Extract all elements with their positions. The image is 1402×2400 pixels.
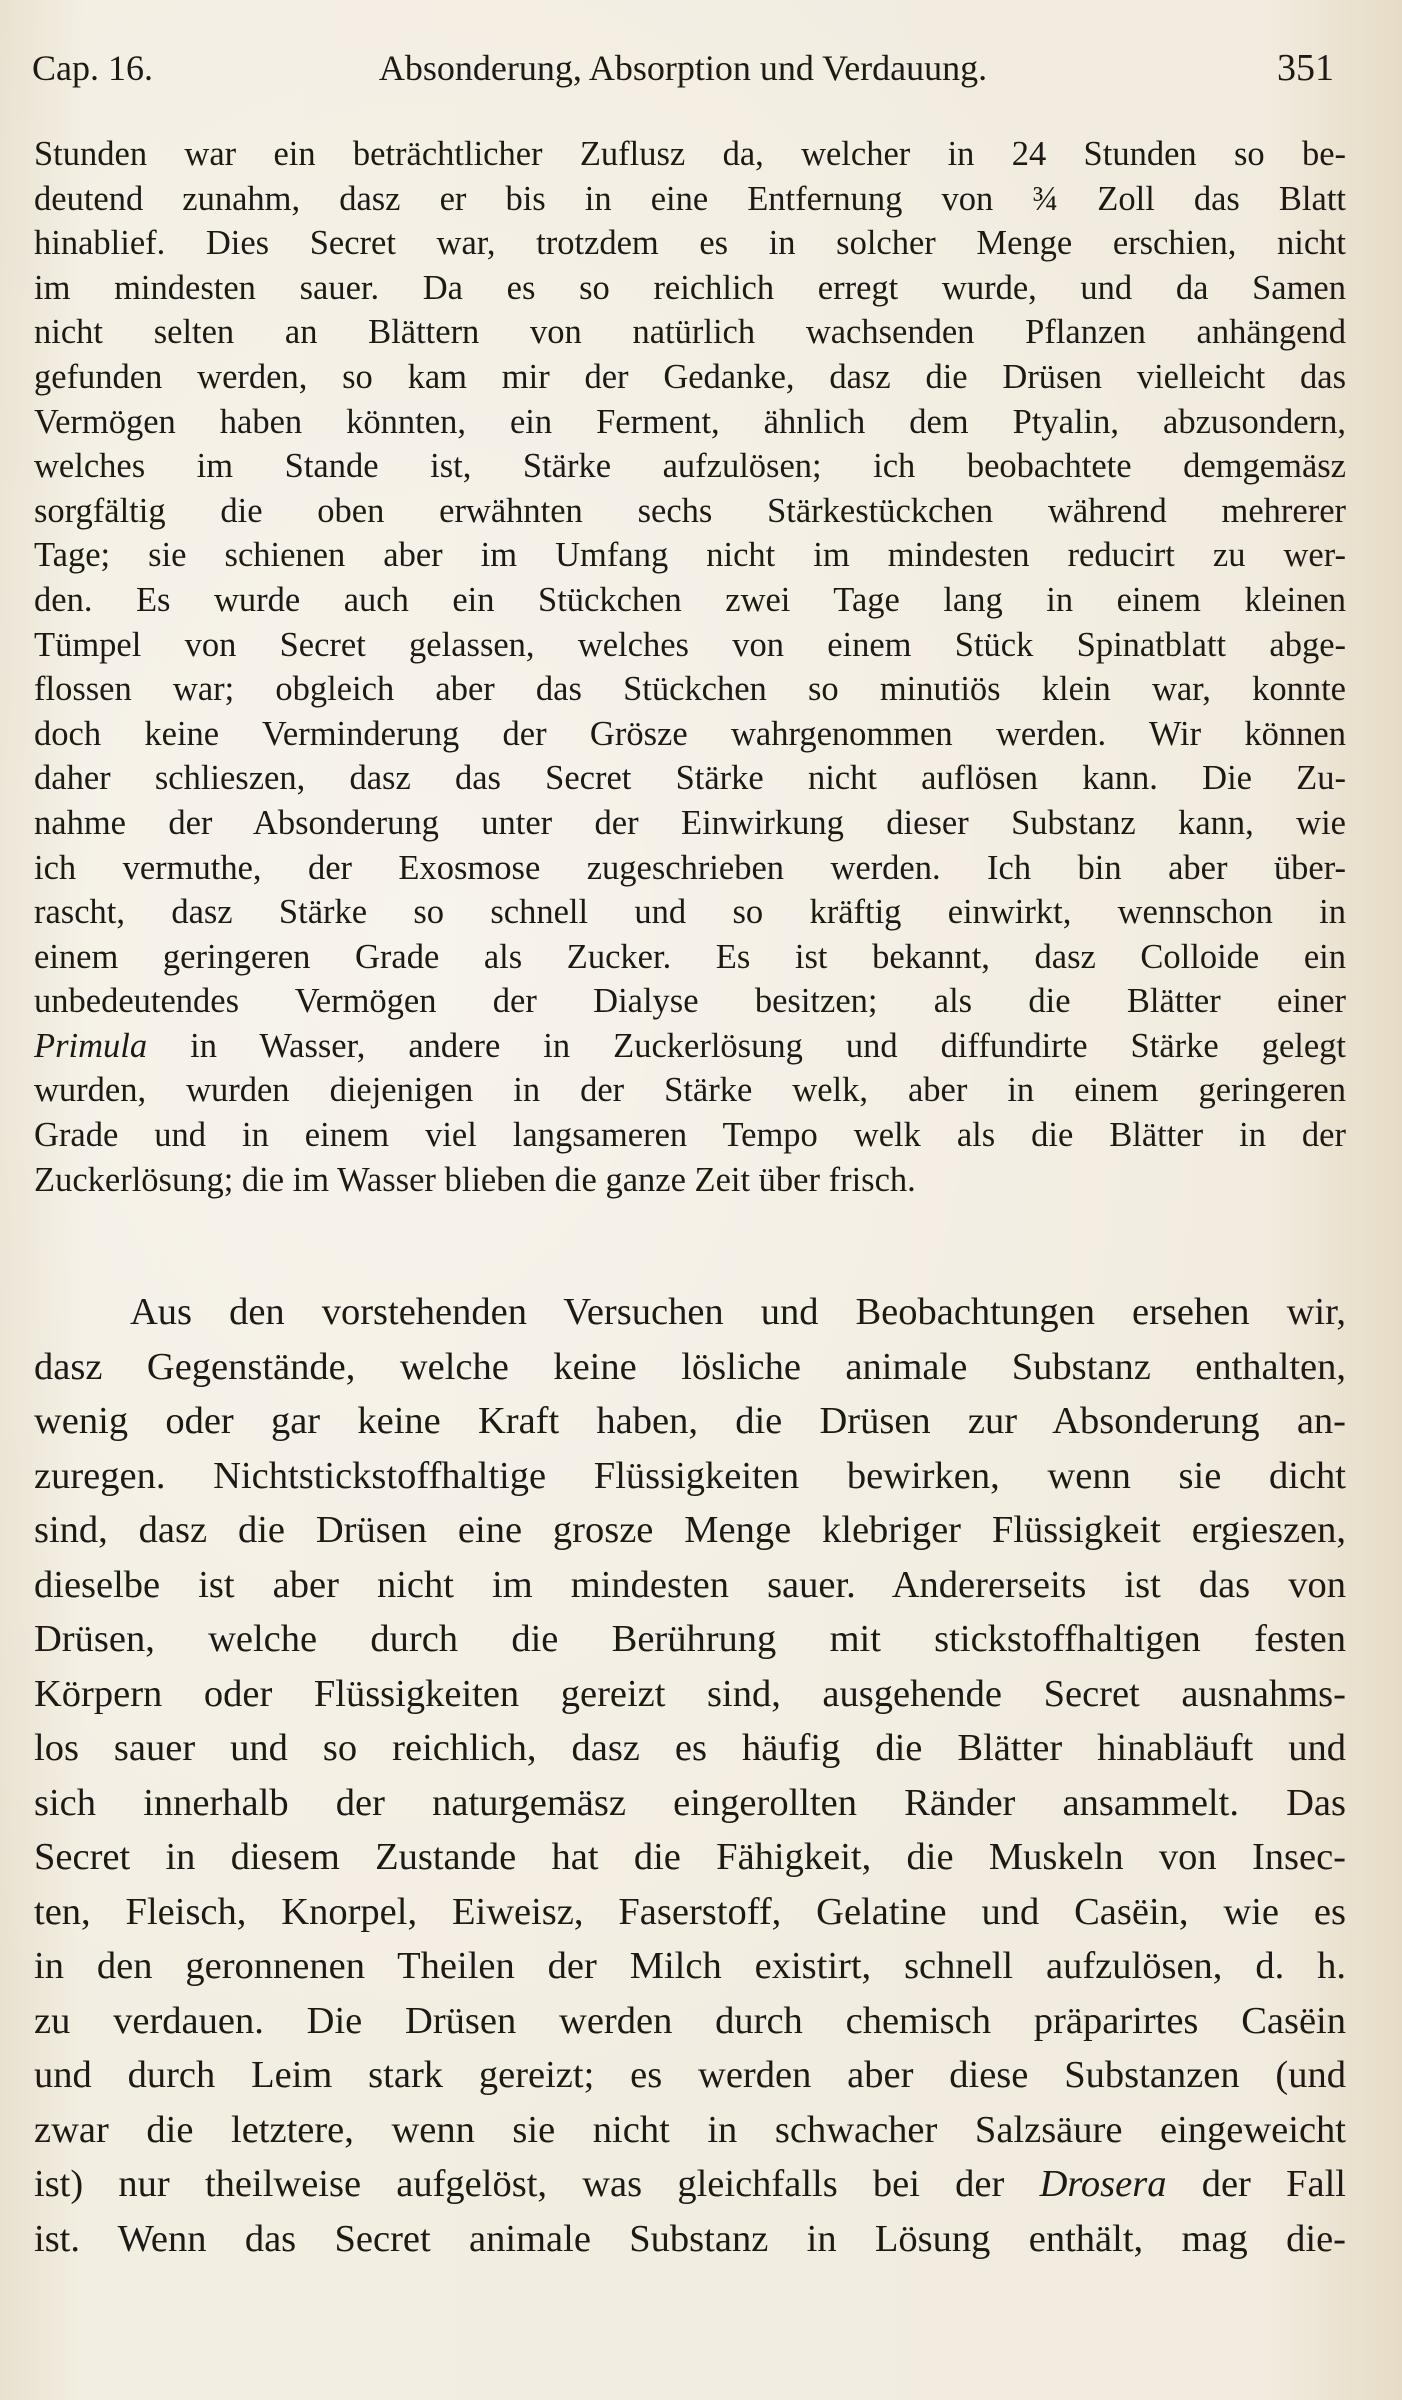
- text-line: nahme der Absonderung unter der Einwirkung dieser Substanz kann, wie: [34, 803, 1346, 842]
- page-title: Absonderung, Absorption und Verdauung.: [378, 48, 988, 88]
- text-line: gefunden werden, so kam mir der Gedanke, dasz die Drüsen vielleicht das: [34, 357, 1346, 396]
- text-line: zu verdauen. Die Drüsen werden durch chemisch präparirtes Casëin: [34, 1999, 1346, 2042]
- chapter-label: Cap. 16.: [32, 48, 153, 88]
- text-line: und durch Leim stark gereizt; es werden aber diese Substanzen (und: [34, 2054, 1346, 2096]
- text-line: ten, Fleisch, Knorpel, Eiweisz, Faserstoff, Gelatine und Casëin, wie es: [34, 1890, 1346, 1933]
- text-line: welches im Stande ist, Stärke aufzulösen; ich beobachtete demgemäsz: [34, 447, 1346, 486]
- text-line: dieselbe ist aber nicht im mindesten sauer. Andererseits ist das von: [34, 1563, 1346, 1606]
- text-line: hinablief. Dies Secret war, trotzdem es in solcher Menge erschien, nicht: [34, 224, 1346, 263]
- text-line-drosera: ist) nur theilweise aufgelöst, was gleichfalls bei der Drosera der Fall: [34, 2163, 1346, 2205]
- text-line: Tümpel von Secret gelassen, welches von einem Stück Spinatblatt abge-: [34, 625, 1346, 664]
- text-line: Zuckerlösung; die im Wasser blieben die ganze Zeit über frisch.: [34, 1160, 916, 1199]
- text-line: im mindesten sauer. Da es so reichlich erregt wurde, und da Samen: [34, 268, 1346, 307]
- text-line: rascht, dasz Stärke so schnell und so kräftig einwirkt, wennschon in: [34, 893, 1346, 932]
- text-line: los sauer und so reichlich, dasz es häufig die Blätter hinabläuft und: [34, 1727, 1346, 1769]
- text-line: doch keine Verminderung der Grösze wahrgenommen werden. Wir können: [34, 714, 1346, 753]
- text-line: nicht selten an Blättern von natürlich wachsenden Pflanzen anhängend: [34, 313, 1346, 352]
- text-line: den. Es wurde auch ein Stückchen zwei Tage lang in einem kleinen: [34, 580, 1346, 619]
- text-line: sorgfältig die oben erwähnten sechs Stärkestückchen während mehrerer: [34, 491, 1346, 530]
- text-line: Secret in diesem Zustande hat die Fähigkeit, die Muskeln von Insec-: [34, 1836, 1346, 1878]
- text-line: deutend zunahm, dasz er bis in eine Entfernung von ¾ Zoll das Blatt: [34, 179, 1346, 218]
- text-line: ich vermuthe, der Exosmose zugeschrieben werden. Ich bin aber über-: [34, 848, 1346, 887]
- text-line-primula: Primula in Wasser, andere in Zuckerlösung und diffundirte Stärke gelegt: [34, 1026, 1346, 1065]
- text-line: zwar die letztere, wenn sie nicht in schwacher Salzsäure eingeweicht: [34, 2108, 1346, 2151]
- text-line: wurden, wurden diejenigen in der Stärke welk, aber in einem geringeren: [34, 1071, 1346, 1110]
- text-line: Vermögen haben könnten, ein Ferment, ähnlich dem Ptyalin, abzusondern,: [34, 402, 1346, 441]
- text-line: Grade und in einem viel langsameren Tempo welk als die Blätter in der: [34, 1116, 1346, 1155]
- running-head: [32, 38, 1334, 98]
- page-number: 351: [1277, 47, 1334, 89]
- text-line: einem geringeren Grade als Zucker. Es ist bekannt, dasz Colloide ein: [34, 937, 1346, 976]
- text-line: Drüsen, welche durch die Berührung mit stickstoffhaltigen festen: [34, 1618, 1346, 1660]
- paragraph-summary: [34, 1285, 1346, 2266]
- taxon-name: Primula: [34, 1026, 148, 1065]
- text-line: Stunden war ein beträchtlicher Zuflusz da, welcher in 24 Stunden so be-: [34, 135, 1346, 173]
- text-line: Körpern oder Flüssigkeiten gereizt sind, ausgehende Secret ausnahms-: [34, 1672, 1346, 1715]
- text-line: ist. Wenn das Secret animale Substanz in Lösung enthält, mag die-: [34, 2217, 1346, 2260]
- text-line: in den geronnenen Theilen der Milch existirt, schnell aufzulösen, d. h.: [34, 1945, 1346, 1987]
- text-line: daher schlieszen, dasz das Secret Stärke nicht auflösen kann. Die Zu-: [34, 759, 1346, 798]
- text-line: Aus den vorstehenden Versuchen und Beobachtungen ersehen wir,: [130, 1291, 1346, 1333]
- text-line: zuregen. Nichtstickstoffhaltige Flüssigkeiten bewirken, wenn sie dicht: [34, 1454, 1346, 1497]
- text-line: dasz Gegenstände, welche keine lösliche animale Substanz enthalten,: [34, 1345, 1346, 1388]
- text-line: wenig oder gar keine Kraft haben, die Drüsen zur Absonderung an-: [34, 1400, 1346, 1442]
- text-line: Tage; sie schienen aber im Umfang nicht im mindesten reducirt zu wer-: [34, 536, 1346, 575]
- paragraph-continued: [34, 132, 1346, 1202]
- text-line: sich innerhalb der naturgemäsz eingerollten Ränder ansammelt. Das: [34, 1781, 1346, 1824]
- text-line: unbedeutendes Vermögen der Dialyse besitzen; als die Blätter einer: [34, 982, 1346, 1021]
- text-line: sind, dasz die Drüsen eine grosze Menge klebriger Flüssigkeit ergieszen,: [34, 1509, 1346, 1551]
- taxon-name: Drosera: [1039, 2163, 1167, 2205]
- text-line: flossen war; obgleich aber das Stückchen so minutiös klein war, konnte: [34, 670, 1346, 709]
